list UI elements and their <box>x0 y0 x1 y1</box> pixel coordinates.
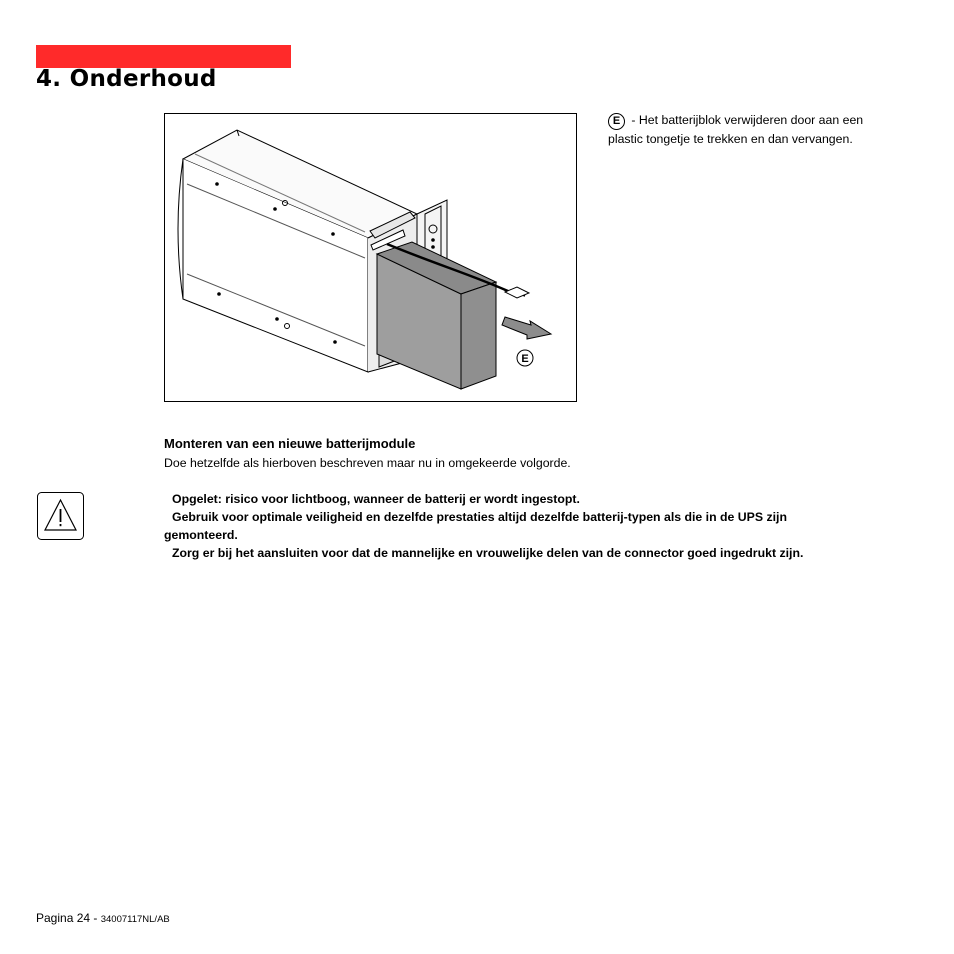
warning-triangle-icon <box>37 492 84 540</box>
page-number: Pagina 24 - <box>36 911 101 925</box>
section-heading: Monteren van een nieuwe batterijmodule <box>164 436 416 451</box>
chapter-title: 4. Onderhoud <box>36 66 217 92</box>
battery-connector <box>505 287 529 298</box>
battery-block-side <box>461 282 496 389</box>
ups-battery-illustration <box>165 114 576 401</box>
figure-callout-e: E <box>521 353 529 365</box>
chapter-accent-bar <box>36 45 291 68</box>
warning-item: Gebruik voor optimale veiligheid en dezelfde prestaties altijd dezelfde batterij-typen als die in de UPS zijn gemonteerd. <box>164 510 787 542</box>
page-footer <box>36 911 170 925</box>
section-text: Doe hetzelfde als hierboven beschreven maar nu in omgekeerde volgorde. <box>164 456 571 470</box>
figure-caption-text: - Het batterijblok verwijderen door aan een plastic tongetje te trekken en dan vervangen. <box>608 113 864 146</box>
battery-removal-figure <box>164 113 577 402</box>
document-code: 34007117NL/AB <box>100 914 170 925</box>
warning-item: Zorg er bij het aansluiten voor dat de mannelijke en vrouwelijke delen van de connector goed ingedrukt zijn. <box>172 546 804 560</box>
pull-arrow <box>502 317 551 339</box>
warning-list <box>164 490 844 562</box>
figure-caption <box>608 111 868 148</box>
callout-badge-e: E <box>608 113 625 130</box>
warning-item: Opgelet: risico voor lichtboog, wanneer de batterij er wordt ingestopt. <box>172 492 580 506</box>
